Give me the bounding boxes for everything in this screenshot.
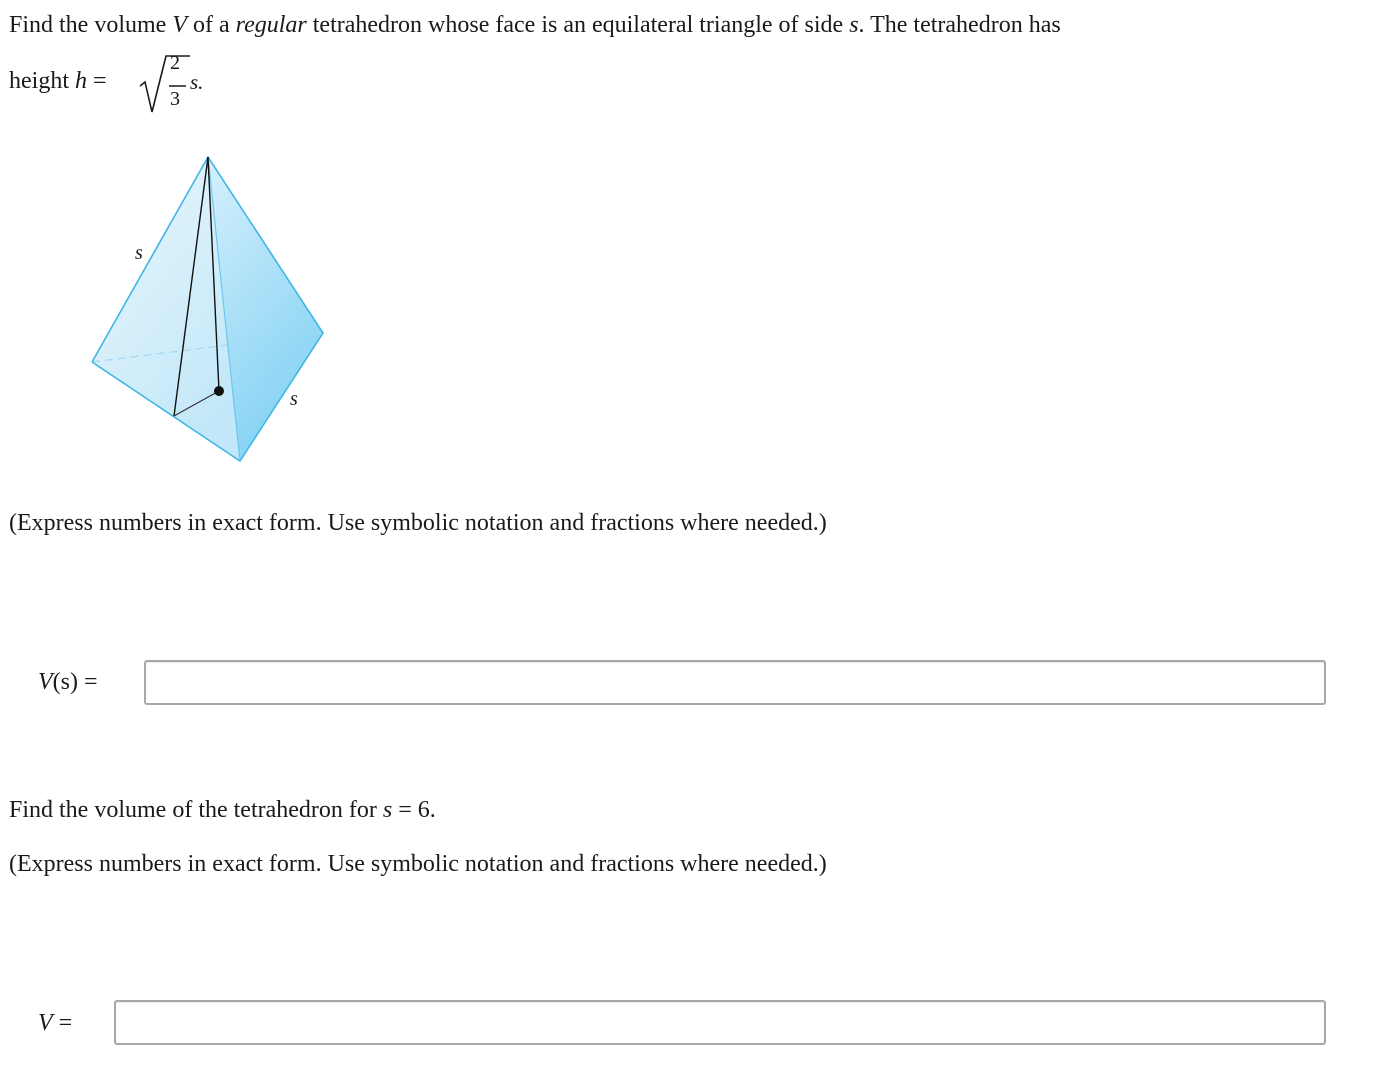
fraction-numerator: 2 [170, 52, 180, 74]
instructions-text: (Express numbers in exact form. Use symbolic notation and fractions where needed.) [9, 510, 827, 536]
volume-formula-input[interactable] [144, 660, 1326, 705]
prompt-text: = 6. [392, 797, 436, 823]
label-variable: V [38, 1010, 53, 1036]
edge-label-left: s [135, 242, 143, 264]
centroid-point [214, 386, 224, 396]
part-b-prompt [9, 795, 436, 825]
label-rest: (s) = [52, 669, 98, 695]
problem-statement [9, 10, 1061, 40]
tetrahedron-figure [80, 145, 340, 482]
variable-s: s [849, 12, 859, 38]
volume-formula-label [38, 667, 98, 697]
variable-h: h [75, 68, 87, 94]
label-rest: = [52, 1010, 73, 1036]
edge-label-bottom: s [290, 388, 298, 410]
problem-text: of a [187, 12, 236, 38]
prompt-text: Find the volume of the tetrahedron for [9, 797, 383, 823]
fraction-denominator: 3 [170, 88, 180, 110]
formula-s: s. [190, 70, 204, 94]
problem-text: . The tetrahedron has [858, 12, 1061, 38]
emphasis-regular: regular [235, 12, 307, 38]
height-text: height [9, 68, 75, 94]
instructions-text-2: (Express numbers in exact form. Use symbolic notation and fractions where needed.) [9, 851, 827, 877]
equals-sign: = [87, 68, 107, 94]
prompt-variable: s [382, 797, 393, 823]
problem-text: Find the volume [9, 12, 173, 38]
volume-value-input[interactable] [114, 1000, 1326, 1045]
height-formula [138, 50, 218, 120]
label-variable: V [38, 669, 53, 695]
height-statement [9, 66, 107, 96]
variable-v: V [172, 12, 187, 38]
problem-text: tetrahedron whose face is an equilateral triangle of side [306, 12, 850, 38]
tetrahedron-diagram [80, 145, 340, 475]
volume-value-label [38, 1008, 72, 1038]
